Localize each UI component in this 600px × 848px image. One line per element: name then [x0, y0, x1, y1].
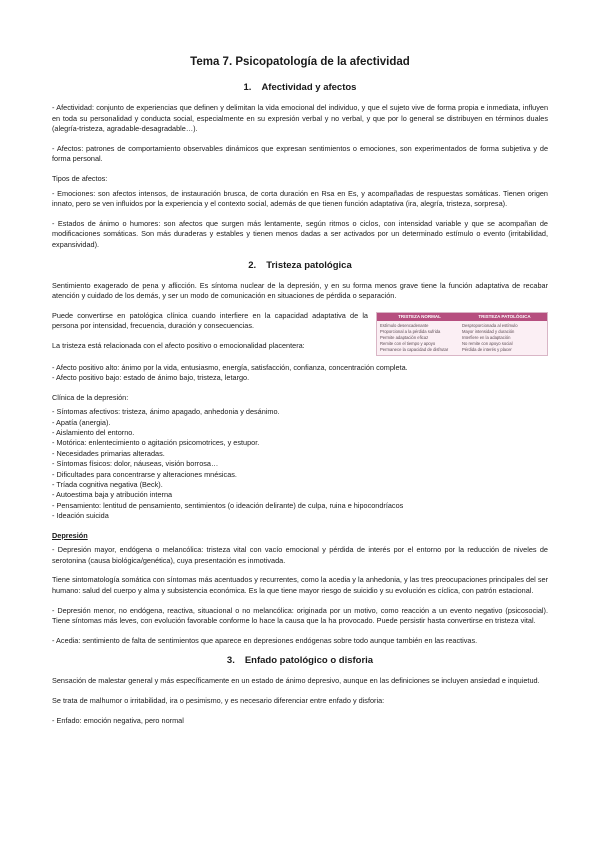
tipos-afectos-label: Tipos de afectos: [52, 173, 108, 183]
afectos-definition: - Afectos: patrones de comportamiento observables dinámicos que expresan sentimientos o emociones, son experimentados de forma subjetiva y de forma personal. [52, 143, 548, 164]
list-item: - Motórica: enlentecimiento o agitación psicomotrices, y estupor. [52, 438, 260, 448]
section-2-number: 2. [248, 259, 257, 271]
sintomatologia-paragraph: Tiene sintomatología somática con síntomas más acentuados y recurrentes, como la acedia y la anhedonia, y las tres preocupaciones principales del ser humano: salud del cuerpo y alma y subsistencia económica. Es la que tiene mayor riesgo de suicidio y su evolución es cíclica, con patrón estacional. [52, 575, 548, 595]
table-cell: Permanece la capacidad de disfrutar [380, 346, 449, 352]
tristeza-row [52, 311, 548, 356]
table-cell: Permite adaptación eficaz [380, 334, 429, 340]
tristeza-afecto-paragraph: La tristeza está relacionada con el afecto positivo o emocionalidad placentera: [52, 340, 305, 350]
tristeza-comparison-table [376, 312, 548, 356]
depresion-mayor-paragraph: - Depresión mayor, endógena o melancólica: tristeza vital con vacío emocional y pérdida de interés por el entorno por la reducción de niveles de serotonina (causa biológica/genética), cuya presentación es inmotivada. [52, 545, 548, 565]
list-item: - Síntomas físicos: dolor, náuseas, visión borrosa… [52, 459, 219, 469]
section-1-heading [52, 82, 548, 93]
section-3-number: 3. [226, 655, 235, 667]
list-item: - Dificultades para concentrarse y alteraciones mnésicas. [52, 469, 237, 479]
clinica-depresion-label: Clínica de la depresión: [52, 392, 129, 402]
section-3-heading [52, 655, 548, 666]
depresion-menor-paragraph: - Depresión menor, no endógena, reactiva, situacional o no melancólica: originada por un motivo, como reacción a un evento negativo (psicosocial). Tiene síntomas más leves, con evolución favorable conforme lo hace la causa que la ha provocado. Puede persistir hasta convertirse en tristeza vital. [52, 605, 548, 626]
list-item: - Apatía (anergia). [52, 417, 111, 427]
table-header-normal: TRISTEZA NORMAL [398, 313, 441, 319]
disforia-definition: Sensación de malestar general y más específicamente en un estado de ánimo depresivo, aunque en las definiciones se incluyen ansiedad e inquietud. [52, 676, 540, 686]
clinica-depresion-list [52, 407, 548, 521]
table-column-patologica [462, 323, 544, 353]
tristeza-patologica-paragraph: Puede convertirse en patológica clínica cuando interfiere en la capacidad adaptativa de la persona por intensidad, frecuencia, duración y consecuencias. [52, 310, 368, 331]
afectividad-definition: - Afectividad: conjunto de experiencias que definen y delimitan la vida emocional del individuo, y que el sujeto vive de forma propia e inmediata, influyen en toda su personalidad y conducta social, especialmente en su expresión verbal y no verbal, y que por lo general se distribuyen en términos duales (alegría-tristeza, agradable-desagradable…). [52, 103, 548, 134]
section-3-title: Enfado patológico o disforia [244, 655, 374, 667]
document-title: Tema 7. Psicopatología de la afectividad [190, 56, 410, 68]
afecto-positivo-list [52, 363, 548, 384]
disforia-diferenciar: Se trata de malhumor o irritabilidad, ira o pesimismo, y es necesario diferenciar entre enfado y disforia: [52, 695, 385, 705]
section-2-heading [52, 260, 548, 271]
table-cell: Pérdida de interés y placer [462, 346, 512, 352]
list-item: - Ideación suicida [52, 511, 109, 521]
section-2-title: Tristeza patológica [266, 259, 352, 271]
list-item: - Pensamiento: lentitud de pensamiento, sentimientos (o ideación delirante) de culpa, ruina e hipocondríacos [52, 500, 404, 510]
table-cell: Desproporcionada al estímulo [462, 322, 518, 328]
tristeza-definition: Sentimiento exagerado de pena y aflicción. Es síntoma nuclear de la depresión, y en su forma menos grave tiene la función adaptativa de recabar atención y cuidado de los demás, y ser un modo de comunicación en situaciones de pérdida o separación. [52, 280, 548, 301]
table-column-normal [380, 323, 462, 353]
list-item: - Afecto positivo bajo: estado de ánimo bajo, tristeza, letargo. [52, 373, 250, 383]
table-header [377, 313, 547, 321]
table-cell: No remite con apoyo social [462, 340, 513, 346]
estados-animo-definition: - Estados de ánimo o humores: son afectos que surgen más lentamente, según ritmos o ciclos, con intensidad variable y que se acompañan de modificaciones somáticas. Son más duraderas y estables y tienen menos dadas a ser activados por un determinado estímulo o evento (irritabilidad, expansividad). [52, 218, 548, 249]
table-header-patologica: TRISTEZA PATOLÓGICA [478, 313, 531, 319]
tristeza-text-column [52, 311, 368, 356]
acedia-paragraph: - Acedia: sentimiento de falta de sentimientos que aparece en depresiones endógenas sobre todo aunque también en las reactivas. [52, 635, 478, 645]
list-item: - Síntomas afectivos: tristeza, ánimo apagado, anhedonia y desánimo. [52, 407, 280, 417]
table-cell: Remite con el tiempo y apoyo [380, 340, 436, 346]
list-item: - Autoestima baja y atribución interna [52, 490, 173, 500]
section-1-number: 1. [243, 82, 252, 93]
table-cell: Estímulo desencadenante [380, 322, 429, 328]
emociones-definition: - Emociones: son afectos intensos, de instauración brusca, de corta duración en Rsa en Es, y acompañadas de respuestas somáticas. Tienen origen innato, pero se ven influidos por la experiencia y el contexto social, además de que tienen función adaptativa (ira, alegría, tristeza, sorpresa). [52, 188, 548, 209]
list-item: - Necesidades primarias alteradas. [52, 448, 165, 458]
section-1-title: Afectividad y afectos [261, 82, 357, 93]
table-cell: Proporcional a la pérdida sufrida [380, 328, 441, 334]
enfado-definition: - Enfado: emoción negativa, pero normal [52, 715, 184, 725]
table-cell: Mayor intensidad y duración [462, 328, 515, 334]
list-item: - Afecto positivo alto: ánimo por la vida, entusiasmo, energía, satisfacción, confianza, concentración completa. [52, 362, 408, 372]
depresion-subheading: Depresión [52, 530, 88, 540]
list-item: - Tríada cognitiva negativa (Beck). [52, 479, 163, 489]
list-item: - Aislamiento del entorno. [52, 427, 135, 437]
table-body [377, 321, 547, 355]
table-cell: Interfiere en la adaptación [462, 334, 511, 340]
